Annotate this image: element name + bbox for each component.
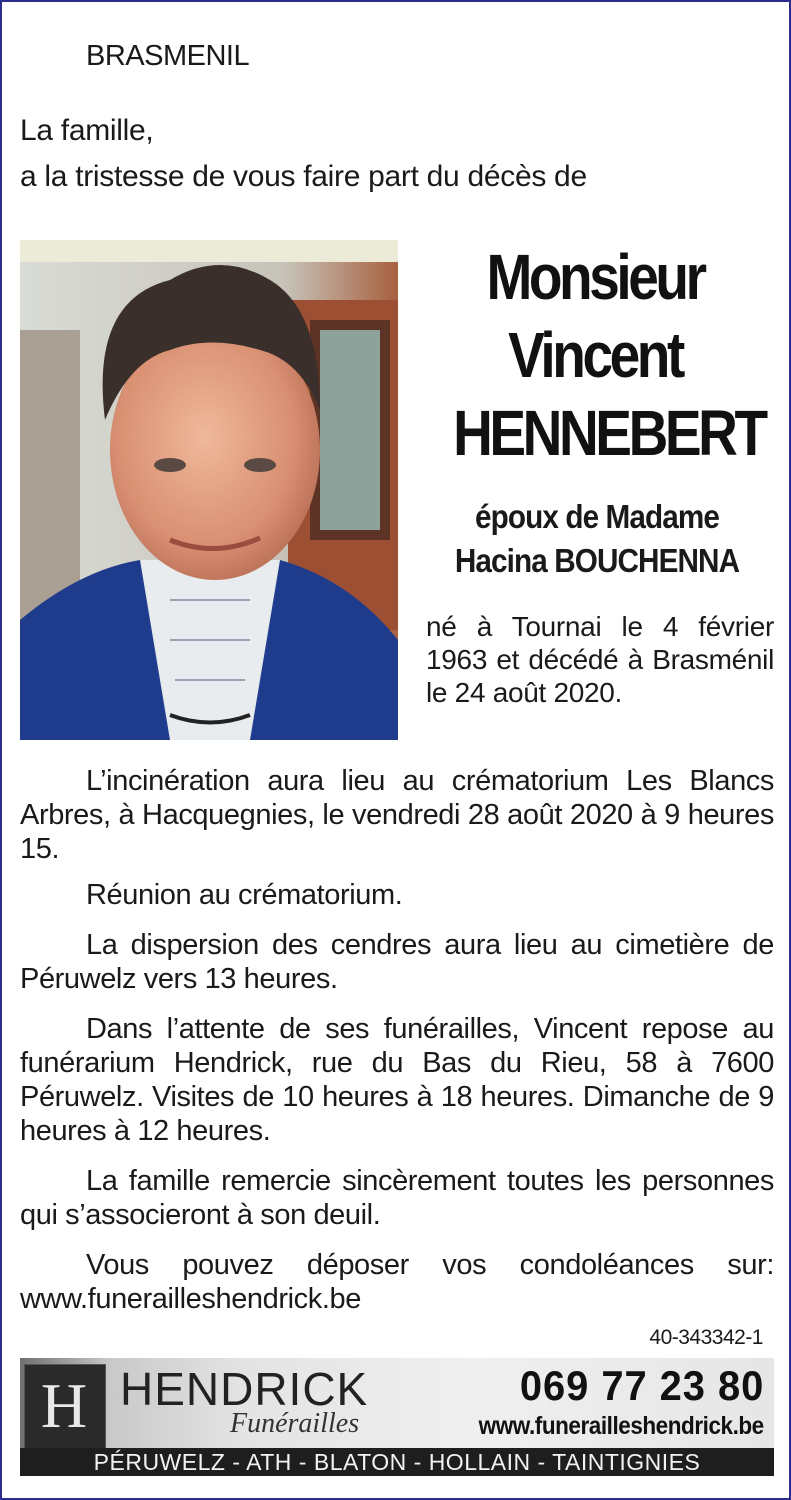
meeting-text: Réunion au crématorium. [86,879,403,911]
brand-subtitle: Funérailles [230,1408,360,1439]
locations-bar: PÉRUWELZ - ATH - BLATON - HOLLAIN - TAINTIGNIES [20,1448,774,1476]
town-name: BRASMENIL [86,40,250,72]
portrait-photo [20,240,398,740]
spouse-line-2: Hacina BOUCHENNA [454,542,740,579]
visits-paragraph [20,1012,774,1148]
deceased-first-name: Vincent [508,319,682,391]
thanks-paragraph [20,1164,774,1232]
deceased-title: Monsieur [486,241,704,313]
intro-line-1: La famille, [20,114,154,147]
visits-text: Dans l’attente de ses funérailles, Vincent repose au funérarium Hendrick, rue du Bas du Rieu, 58 à 7600 Péruwelz. Visites de 10 heures à 18 heures. Dimanche de 9 heures à 12 heures. [20,1013,774,1147]
brand-name: HENDRICK [120,1363,369,1415]
phone-number: 069 77 23 80 [519,1362,764,1409]
reference-number: 40-343342-1 [649,1326,763,1349]
thanks-text: La famille remercie sincèrement toutes les personnes qui s’associeront à son deuil. [20,1165,774,1231]
meeting-paragraph [20,878,774,912]
website-link[interactable]: www.funerailleshendrick.be [478,1412,764,1440]
condolences-text: Vous pouvez déposer vos condoléances sur: www.funerailleshendrick.be [20,1249,774,1315]
spouse-line-1: époux de Madame [475,498,719,535]
logo-icon: H [40,1370,88,1441]
cremation-text: L’incinération aura lieu au crématorium Les Blancs Arbres, à Hacquegnies, le vendredi 28 août 2020 à 9 heures 15. [20,765,774,865]
intro-line-2: a la tristesse de vous faire part du décès de [20,160,587,193]
ashes-text: La dispersion des cendres aura lieu au cimetière de Péruwelz vers 13 heures. [20,929,774,995]
deceased-last-name: HENNEBERT [453,397,765,469]
cremation-paragraph [20,764,774,866]
birth-death-text: né à Tournai le 4 février 1963 et décédé à Brasménil le 24 août 2020. [426,611,774,708]
ashes-paragraph [20,928,774,996]
condolences-paragraph [20,1248,774,1316]
funeral-home-banner [20,1358,774,1476]
